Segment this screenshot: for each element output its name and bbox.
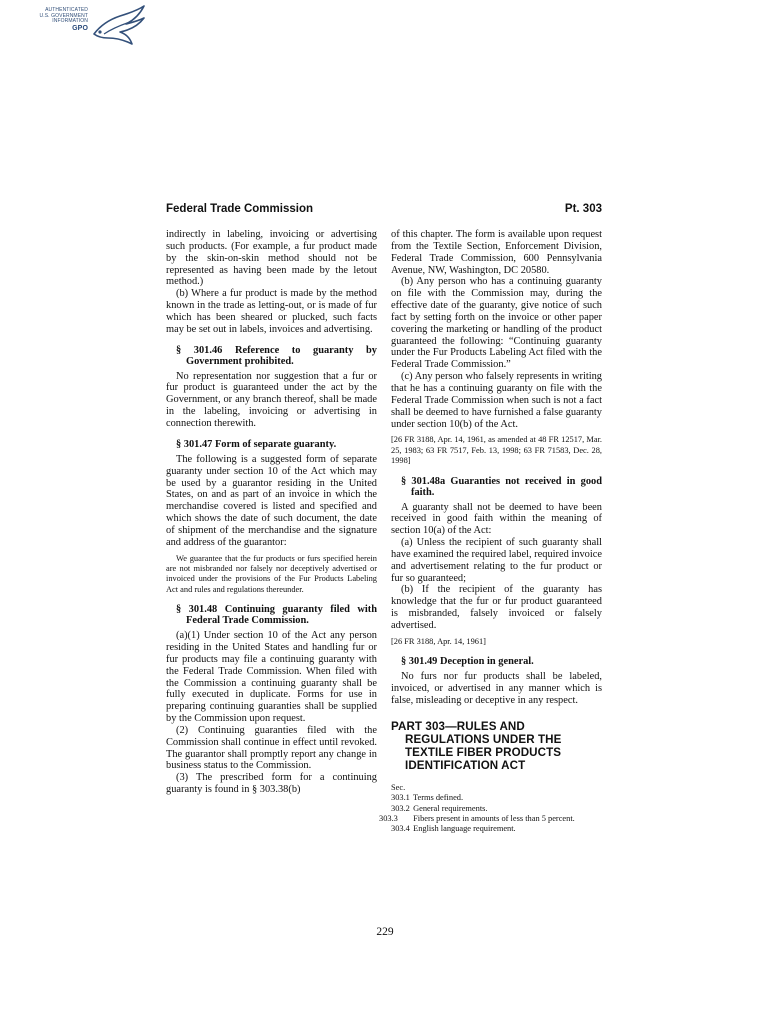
- paragraph: (b) Any person who has a continuing guaranty on file with the Commission may, during the effective date of the guaranty, give notice of such fact by setting forth on the invoice or other paper covering the marketing or handling of the product guaranteed the following: “Continuing guaranty under the Fur Products Labeling Act filed with the Federal Trade Commission.”: [391, 276, 602, 371]
- section-heading-301-48a: § 301.48a Guaranties not received in good faith.: [401, 475, 602, 498]
- section-heading-301-47: § 301.47 Form of separate guaranty.: [176, 438, 337, 450]
- running-header: [166, 203, 602, 217]
- paragraph: (a) Unless the recipient of such guaranty shall have examined the required label, required invoice and advertisement relating to the fur product or fur so guaranteed;: [391, 537, 602, 584]
- paragraph: A guaranty shall not be deemed to have been received in good faith within the meaning of section 10(a) of the Act:: [391, 501, 602, 537]
- paragraph: (2) Continuing guaranties filed with the Commission shall continue in effect until revoked. The guarantor shall promptly report any change in business status to the Commission.: [166, 724, 377, 772]
- paragraph: (a)(1) Under section 10 of the Act any person residing in the United States and handling fur or fur products may file a continuing guaranty with the Federal Trade Commission. When filed with the Commission a continuing guaranty shall be fully executed in duplicate. Forms for use in preparing continuing guaranties shall be supplied by the Commission upon request.: [166, 630, 377, 725]
- paragraph: No representation nor suggestion that a fur or fur product is guaranteed under the act by the Government, or any branch thereof, shall be made in the labeling, invoicing or advertising in connection therewith.: [166, 370, 377, 429]
- page-number: 229: [376, 926, 394, 938]
- paragraph: No furs nor fur products shall be labeled, invoiced, or advertised in any manner which is false, misleading or deceptive in any respect.: [391, 671, 602, 706]
- paragraph: (b) Where a fur product is made by the method known in the trade as letting-out, or is made of fur which has been sheared or plucked, such facts may be set out in labels, invoices and advertising.: [166, 288, 377, 335]
- citation: [26 FR 3188, Apr. 14, 1961, as amended at 48 FR 12517, Mar. 25, 1983; 63 FR 7517, Feb. 13, 1998; 63 FR 71583, Dec. 28, 1998]: [391, 435, 602, 466]
- paragraph: of this chapter. The form is available upon request from the Textile Section, Enforcement Division, Federal Trade Commission, 600 Pennsylvania Avenue, NW, Washington, DC 20580.: [391, 229, 602, 276]
- table-of-contents: [379, 793, 602, 835]
- section-heading-301-48: § 301.48 Continuing guaranty filed with Federal Trade Commission.: [176, 604, 377, 627]
- header-part: Pt. 303: [564, 203, 602, 215]
- paragraph: indirectly in labeling, invoicing or advertising such products. (For example, a fur product made by the skin-on-skin method should not be represented as having been made by the letout method.): [166, 229, 377, 288]
- gpo-line-2: U.S. GOVERNMENT: [39, 12, 88, 19]
- left-column: [166, 229, 377, 796]
- gpo-logo-text: [28, 8, 88, 31]
- toc-item: 303.1 Terms defined.: [391, 793, 464, 803]
- citation: [26 FR 3188, Apr. 14, 1961]: [391, 636, 486, 646]
- gpo-line-1: AUTHENTICATED: [45, 7, 88, 13]
- paragraph: (c) Any person who falsely represents in writing that he has a continuing guaranty on file with the Federal Trade Commission when such is not a fact shall be deemed to have furnished a false guaranty under section 10(b) of the Act.: [391, 371, 602, 430]
- toc-item: 303.3 Fibers present in amounts of less than 5 percent.: [379, 814, 575, 823]
- gpo-line-3: INFORMATION: [52, 18, 88, 24]
- gpo-logo: [28, 4, 148, 48]
- paragraph: (3) The prescribed form for a continuing guaranty is found in § 303.38(b): [166, 772, 377, 796]
- toc-item: 303.2 General requirements.: [391, 803, 488, 813]
- gpo-mark: GPO: [72, 24, 88, 32]
- paragraph: (b) If the recipient of the guaranty has knowledge that the fur or fur product guaranteed is misbranded, falsely invoiced or falsely advertised.: [391, 584, 602, 631]
- paragraph: The following is a suggested form of separate guaranty under section 10 of the Act which may be used by a guarantor residing in the United States, on and as part of an invoice in which the merchandise covered is listed and specified and which shows the date of such document, the date of shipment of the merchandise and the signature and address of the guarantor:: [166, 453, 377, 548]
- part-heading: PART 303—RULES AND REGULATIONS UNDER THE TEXTILE FIBER PRODUCTS IDENTIFICATION ACT: [391, 719, 562, 772]
- guaranty-form-quote: We guarantee that the fur products or furs specified herein are not misbranded nor falsely nor deceptively advertised or invoiced under the provisions of the Fur Products Labeling Act and rules and regulations thereunder.: [166, 553, 377, 594]
- eagle-icon: [90, 4, 146, 48]
- toc-item: 303.4 English language requirement.: [391, 824, 516, 834]
- section-heading-301-49: § 301.49 Deception in general.: [401, 656, 534, 668]
- right-column: [379, 229, 602, 835]
- header-agency: Federal Trade Commission: [166, 203, 313, 215]
- toc-sec-label: Sec.: [391, 782, 406, 792]
- section-heading-301-46: § 301.46 Reference to guaranty by Government prohibited.: [176, 344, 377, 367]
